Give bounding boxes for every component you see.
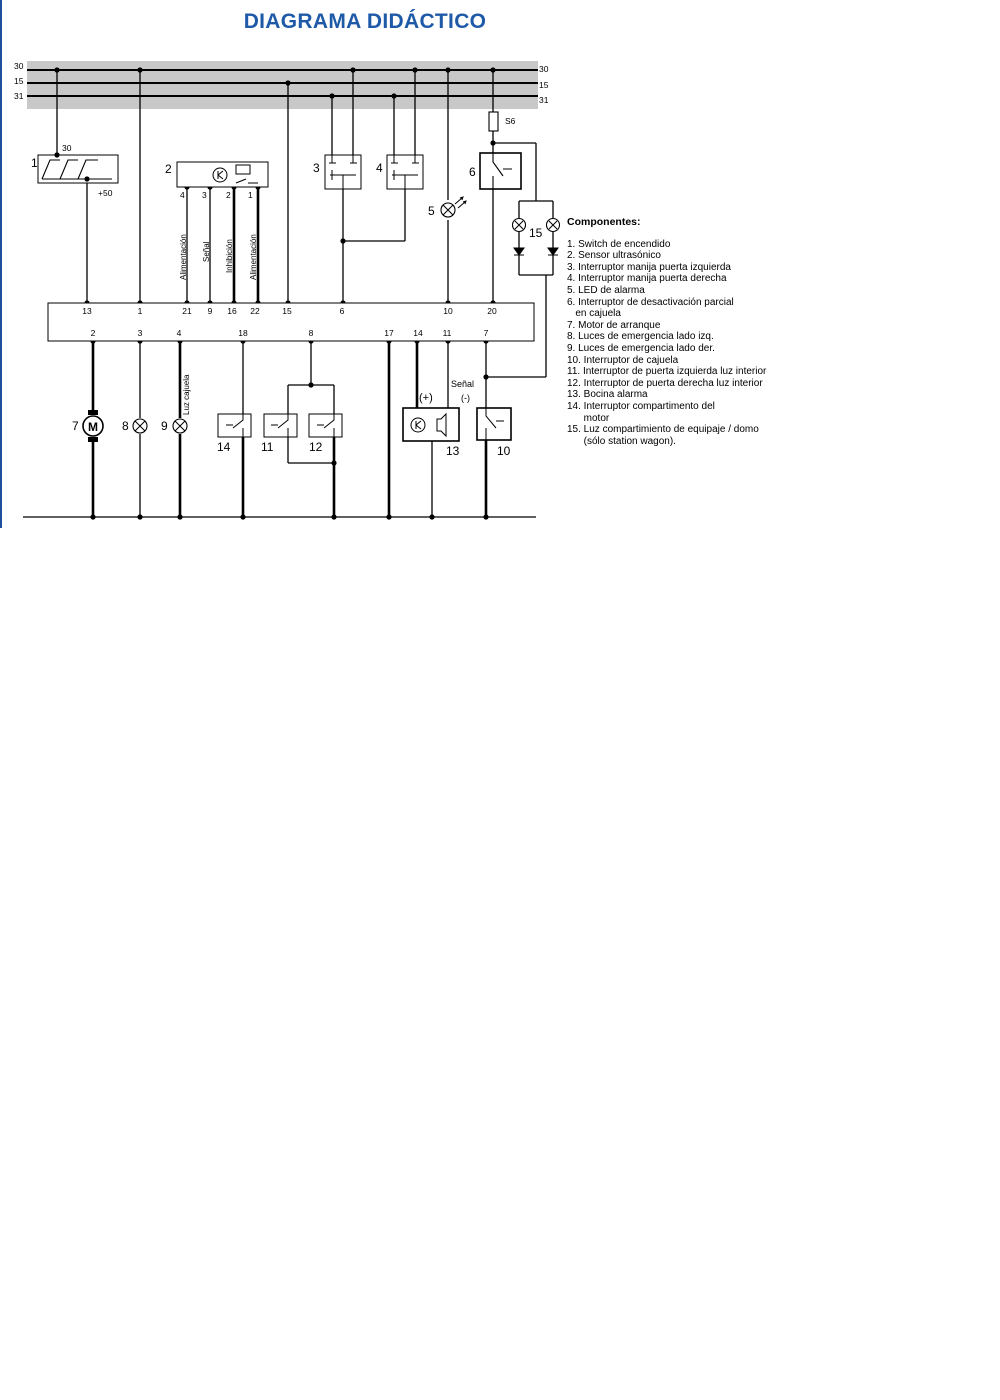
module-pin-bottom-14: 14: [413, 328, 423, 338]
fuse-label: S6: [505, 116, 516, 126]
module-pin-bottom-3: 3: [137, 328, 143, 338]
legend-item: 3. Interruptor manija puerta izquierda: [567, 261, 731, 273]
trunk-switch: [477, 408, 511, 458]
wire-label-inhibicion: Inhibición: [225, 239, 234, 273]
horn-senal-label: Señal: [451, 379, 475, 389]
label-c11: 11: [261, 440, 274, 454]
module-pin-top-21: 21: [182, 306, 192, 316]
transistor-icon: [213, 168, 227, 182]
alarm-horn: [403, 379, 474, 458]
door-handle-switch-right: [376, 155, 423, 189]
module-pin-bottom-4: 4: [176, 328, 182, 338]
components-legend: [567, 217, 797, 447]
rail-label-left-15: 15: [14, 76, 24, 86]
label-c12: 12: [309, 440, 323, 454]
label-c15: 15: [529, 226, 543, 240]
legend-item: 8. Luces de emergencia lado izq.: [567, 331, 714, 343]
module-pin-top-1: 1: [137, 306, 143, 316]
module-pin-top-20: 20: [487, 306, 497, 316]
legend-item: 14. Interruptor compartimento del motor: [567, 400, 715, 424]
wire-label-alimentacion-2: Alimentación: [249, 234, 258, 280]
right-door-light-switch: [309, 414, 342, 454]
wire-label-senal: Señal: [202, 241, 211, 262]
module-pin-top-6: 6: [339, 306, 345, 316]
rail-label-left-30: 30: [14, 61, 24, 71]
horn-plus-label: (+): [419, 392, 433, 404]
label-c6: 6: [469, 165, 476, 179]
motor-symbol: M: [88, 420, 98, 434]
legend-item: 9. Luces de emergencia lado der.: [567, 342, 715, 354]
junction-dots: [54, 67, 495, 519]
module-pin-top-16: 16: [227, 306, 237, 316]
module-pin-bottom-11: 11: [442, 328, 452, 338]
thick-wiring: [90, 187, 486, 517]
label-c4: 4: [376, 161, 383, 175]
label-c9: 9: [161, 419, 168, 433]
label-c7: 7: [72, 419, 79, 433]
module-pin-bottom-17: 17: [384, 328, 394, 338]
hazard-lamp-right: [161, 419, 187, 433]
alarm-module: [48, 303, 534, 341]
rail-label-right-30: 30: [539, 64, 549, 74]
door-handle-switch-left: [313, 155, 361, 189]
engine-compartment-switch: [217, 414, 251, 454]
legend-item: 7. Motor de arranque: [567, 319, 661, 331]
legend-item: 10. Interruptor de cajuela: [567, 354, 679, 366]
label-c8: 8: [122, 419, 129, 433]
wiring: [23, 70, 553, 517]
module-pin-bottom-8: 8: [308, 328, 314, 338]
label-c13: 13: [446, 444, 460, 458]
sensor-pin-1: 1: [248, 190, 253, 200]
label-terminal-30: 30: [62, 143, 72, 153]
ultrasonic-sensor: [165, 162, 268, 200]
label-terminal-plus50: +50: [98, 188, 113, 198]
label-c3: 3: [313, 161, 320, 175]
module-pin-top-15: 15: [282, 306, 292, 316]
legend-item: 5. LED de alarma: [567, 284, 645, 296]
legend-item: 4. Interruptor manija puerta derecha: [567, 273, 727, 285]
alarm-led: [428, 197, 466, 218]
wire-label-luz-cajuela: Luz cajuela: [182, 374, 191, 415]
sensor-pin-3: 3: [202, 190, 207, 200]
legend-item: 11. Interruptor de puerta izquierda luz interior: [567, 366, 767, 378]
legend-item: 1. Switch de encendido: [567, 238, 671, 250]
trunk-partial-disable-switch: [469, 153, 521, 189]
label-c2: 2: [165, 162, 172, 176]
wire-label-alimentacion-1: Alimentación: [179, 234, 188, 280]
sensor-pin-4: 4: [180, 190, 185, 200]
label-c14: 14: [217, 440, 231, 454]
sensor-pin-2: 2: [226, 190, 231, 200]
module-pin-top-9: 9: [207, 306, 213, 316]
label-c1: 1: [31, 156, 38, 170]
label-c10: 10: [497, 444, 511, 458]
legend-item: 13. Bocina alarma: [567, 389, 648, 401]
module-pin-top-10: 10: [443, 306, 453, 316]
left-door-light-switch: [261, 414, 297, 454]
legend-item: 2. Sensor ultrasónico: [567, 250, 661, 262]
module-pin-bottom-7: 7: [483, 328, 489, 338]
wiring-diagram: [0, 40, 560, 530]
module-pin-top-22: 22: [250, 306, 260, 316]
module-pin-top-13: 13: [82, 306, 92, 316]
rail-label-left-31: 31: [14, 91, 24, 101]
legend-item: 12. Interruptor de puerta derecha luz interior: [567, 377, 763, 389]
ignition-switch: [31, 143, 118, 198]
label-c5: 5: [428, 204, 435, 218]
rail-label-right-31: 31: [539, 95, 549, 105]
rail-label-right-15: 15: [539, 80, 549, 90]
module-pin-bottom-2: 2: [90, 328, 96, 338]
legend-title: Componentes:: [567, 216, 641, 228]
legend-item: 6. Interruptor de desactivación parcial en cajuela: [567, 296, 734, 320]
horn-senal-neg-label: (-): [461, 393, 470, 403]
rail-band: [27, 61, 538, 109]
page-title: DIAGRAMA DIDÁCTICO: [243, 10, 487, 33]
starter-motor: [72, 410, 103, 442]
legend-item: 15. Luz compartimiento de equipaje / domo (sólo station wagon).: [567, 424, 759, 447]
hazard-lamp-left: [122, 419, 147, 433]
module-pin-bottom-18: 18: [238, 328, 248, 338]
power-rails: [14, 61, 549, 109]
fuse-s6: [489, 112, 516, 131]
